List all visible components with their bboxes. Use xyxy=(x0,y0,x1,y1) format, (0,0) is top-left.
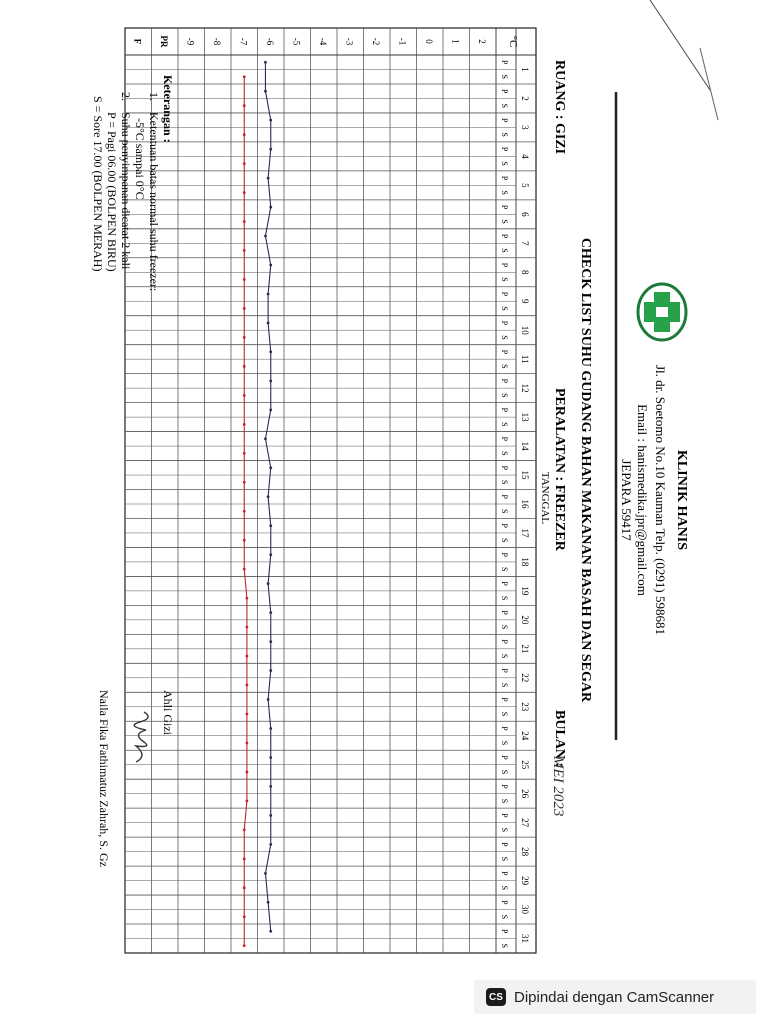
data-point-s xyxy=(243,336,246,339)
data-point-p xyxy=(269,379,272,382)
data-point-p xyxy=(269,814,272,817)
day-number: 14 xyxy=(520,441,530,451)
day-number: 19 xyxy=(520,586,530,596)
shift-label: P xyxy=(500,88,509,94)
data-point-p xyxy=(269,640,272,643)
clinic-city: JEPARA 59417 xyxy=(619,459,634,541)
temp-row-label: -9 xyxy=(185,37,196,46)
day-number: 29 xyxy=(520,876,530,886)
data-point-s xyxy=(246,655,249,658)
shift-label: S xyxy=(500,480,509,485)
day-number: 17 xyxy=(520,528,530,538)
shift-label: P xyxy=(500,929,509,934)
temperature-grid xyxy=(125,28,536,953)
temp-row-label: -3 xyxy=(344,37,355,46)
day-number: 2 xyxy=(520,96,530,101)
shift-label: S xyxy=(500,364,509,369)
data-point-s xyxy=(243,423,246,426)
shift-label: P xyxy=(500,407,509,413)
shift-label: P xyxy=(500,175,509,181)
temp-row-label: -2 xyxy=(370,37,381,46)
shift-label: S xyxy=(500,190,509,195)
data-point-p xyxy=(269,119,272,122)
shift-label: P xyxy=(500,204,509,210)
data-point-p xyxy=(269,351,272,354)
bulan-label: BULAN : xyxy=(552,710,567,768)
shift-label: S xyxy=(500,422,509,427)
notes-item1: Ketentuan batas normal suhu freezer: xyxy=(147,112,161,292)
data-point-s xyxy=(246,597,249,600)
data-point-s xyxy=(243,220,246,223)
data-point-p xyxy=(264,872,267,875)
signature-scribble xyxy=(134,712,148,762)
shift-label: S xyxy=(500,335,509,340)
shift-label: S xyxy=(500,248,509,253)
shift-label: P xyxy=(500,639,509,644)
data-point-s xyxy=(243,481,246,484)
shift-label: P xyxy=(500,146,509,152)
temp-row-label: -7 xyxy=(238,37,249,46)
day-number: 18 xyxy=(520,557,530,567)
shift-label: P xyxy=(500,784,509,789)
day-number: 20 xyxy=(520,615,530,625)
camscanner-logo-icon: CS xyxy=(486,988,506,1006)
data-point-p xyxy=(269,756,272,759)
day-number: 16 xyxy=(520,499,530,509)
notes-item1-num: 1. xyxy=(147,92,161,101)
data-point-p xyxy=(269,843,272,846)
ruang-label: RUANG : GIZI xyxy=(552,60,567,155)
day-number: 31 xyxy=(520,934,530,944)
data-point-s xyxy=(243,365,246,368)
shift-label: P xyxy=(500,552,509,557)
signature-role: Ahli Gizi xyxy=(161,690,175,735)
shift-label: P xyxy=(500,871,509,876)
shift-label: P xyxy=(500,523,509,528)
notes-heading: Keterangan : xyxy=(161,75,175,143)
day-number: 10 xyxy=(520,325,530,335)
shift-label: P xyxy=(500,291,509,297)
day-number: 24 xyxy=(520,731,530,741)
shift-label: S xyxy=(500,624,509,630)
data-point-p xyxy=(269,264,272,267)
temp-row-label: F xyxy=(132,38,143,45)
shift-label: P xyxy=(500,813,509,818)
shift-label: P xyxy=(500,233,509,239)
camscanner-banner xyxy=(474,980,756,1014)
shift-label: S xyxy=(500,827,509,833)
temp-row-label: 2 xyxy=(476,39,487,44)
shift-label: S xyxy=(500,566,509,572)
data-point-p xyxy=(269,524,272,527)
data-point-s xyxy=(243,944,246,947)
signature-name: Naila Fika Fathimatuz Zahrah, S. Gz xyxy=(97,690,111,867)
shift-label: S xyxy=(500,537,509,543)
data-point-p xyxy=(269,148,272,151)
data-point-s xyxy=(243,191,246,194)
data-point-s xyxy=(243,886,246,889)
form-title: CHECK LIST SUHU GUDANG BAHAN MAKANAN BASAH DAN SEGAR xyxy=(578,237,593,703)
shift-label: S xyxy=(500,914,509,920)
data-point-p xyxy=(269,408,272,411)
shift-label: S xyxy=(500,219,509,224)
pen-mark xyxy=(650,0,710,90)
notes-item2c: S = Sore 17.00 (BOLPEN MERAH) xyxy=(91,96,105,272)
shift-label: S xyxy=(500,509,509,514)
data-point-s xyxy=(243,452,246,455)
notes-item2: Suhu penyimpanan dicatat 2 kali xyxy=(119,112,133,270)
data-point-p xyxy=(264,235,267,238)
day-number: 1 xyxy=(520,67,530,72)
shift-label: P xyxy=(500,117,509,123)
day-number: 11 xyxy=(520,354,530,364)
day-number: 28 xyxy=(520,847,530,857)
day-number: 7 xyxy=(520,241,530,246)
day-number: 3 xyxy=(520,125,530,130)
bulan-value: MEI 2023 xyxy=(550,756,566,817)
shift-label: S xyxy=(500,161,509,166)
notes-item2b: P = Pagi 06.00 (BOLPEN BIRU) xyxy=(105,112,119,272)
temp-row-label: -4 xyxy=(317,37,328,46)
day-number: 23 xyxy=(520,702,530,712)
day-number: 22 xyxy=(520,673,530,683)
data-point-s xyxy=(246,684,249,687)
data-point-p xyxy=(269,611,272,614)
shift-label: P xyxy=(500,697,509,702)
shift-label: P xyxy=(500,494,509,499)
day-number: 8 xyxy=(520,270,530,275)
shift-label: S xyxy=(500,653,509,659)
clinic-email: Email : hanismedika.jpr@gmail.com xyxy=(635,404,650,596)
shift-label: P xyxy=(500,581,509,586)
day-number: 30 xyxy=(520,905,530,915)
day-number: 15 xyxy=(520,470,530,480)
data-point-s xyxy=(243,510,246,513)
temp-row-label: -5 xyxy=(291,37,302,46)
data-point-s xyxy=(243,75,246,78)
day-number: 6 xyxy=(520,212,530,217)
data-point-s xyxy=(243,394,246,397)
shift-label: S xyxy=(500,451,509,456)
shift-label: S xyxy=(500,740,509,746)
camscanner-label: Dipindai dengan CamScanner xyxy=(514,988,715,1006)
shift-label: P xyxy=(500,900,509,905)
shift-label: P xyxy=(500,726,509,731)
day-number: 21 xyxy=(520,644,530,654)
shift-label: P xyxy=(500,842,509,847)
shift-label: P xyxy=(500,262,509,268)
day-number: 12 xyxy=(520,383,530,393)
data-point-p xyxy=(269,206,272,209)
temp-row-label: 1 xyxy=(450,39,461,44)
day-number: 26 xyxy=(520,789,530,799)
shift-label: S xyxy=(500,798,509,804)
notes-item2-num: 2. xyxy=(119,92,133,101)
data-point-s xyxy=(246,800,249,803)
shift-label: P xyxy=(500,349,509,355)
data-point-p xyxy=(267,177,270,180)
pen-mark xyxy=(700,48,718,120)
shift-label: P xyxy=(500,378,509,384)
data-point-p xyxy=(269,466,272,469)
data-point-s xyxy=(243,278,246,281)
temp-row-label: -6 xyxy=(264,37,275,46)
day-number: 9 xyxy=(520,298,530,304)
data-point-s xyxy=(243,307,246,310)
data-point-s xyxy=(243,828,246,831)
shift-label: S xyxy=(500,74,509,79)
data-point-p xyxy=(267,322,270,325)
data-point-p xyxy=(269,669,272,672)
shift-label: S xyxy=(500,885,509,891)
data-point-s xyxy=(243,162,246,165)
shift-label: P xyxy=(500,436,509,442)
grid-border xyxy=(125,28,536,953)
temp-row-label: PR xyxy=(158,35,169,48)
data-point-p xyxy=(264,437,267,440)
grid-labels xyxy=(132,36,530,948)
shift-label: P xyxy=(500,465,509,471)
shift-label: S xyxy=(500,856,509,862)
data-point-p xyxy=(269,727,272,730)
shift-label: S xyxy=(500,769,509,775)
data-point-s xyxy=(246,626,249,629)
data-point-s xyxy=(246,713,249,716)
data-point-s xyxy=(243,133,246,136)
day-number: 27 xyxy=(520,818,530,828)
shift-label: P xyxy=(500,755,509,760)
day-number: 25 xyxy=(520,760,530,770)
shift-label: S xyxy=(500,277,509,282)
data-point-s xyxy=(243,568,246,571)
peralatan-label: PERALATAN : FREEZER xyxy=(552,388,567,551)
data-point-p xyxy=(269,785,272,788)
shift-label: P xyxy=(500,320,509,326)
clinic-name: KLINIK HANIS xyxy=(674,450,689,550)
temp-row-label: 0 xyxy=(423,39,434,44)
temp-row-label: -8 xyxy=(211,37,222,46)
data-point-p xyxy=(269,930,272,933)
tanggal-label: TANGGAL xyxy=(539,471,551,525)
shift-label: S xyxy=(500,682,509,688)
shift-label: S xyxy=(500,595,509,601)
data-point-s xyxy=(246,742,249,745)
data-point-p xyxy=(267,698,270,701)
data-point-s xyxy=(243,104,246,107)
shift-label: S xyxy=(500,132,509,137)
day-number: 13 xyxy=(520,412,530,422)
clinic-logo xyxy=(638,284,686,340)
data-point-s xyxy=(243,539,246,542)
shift-label: S xyxy=(500,711,509,717)
data-point-p xyxy=(264,61,267,64)
data-point-s xyxy=(246,771,249,774)
clinic-address: Jl. dr. Soetomo No.10 Kauman Telp. (0291) 598681 xyxy=(653,364,668,636)
data-point-p xyxy=(267,901,270,904)
data-point-p xyxy=(267,293,270,296)
day-number: 5 xyxy=(520,183,530,188)
shift-label: P xyxy=(500,60,509,65)
data-point-s xyxy=(243,249,246,252)
shift-label: S xyxy=(500,103,509,108)
notes-item1b: -5°C sampai 0°C xyxy=(133,118,147,200)
shift-label: S xyxy=(500,393,509,398)
shift-label: S xyxy=(500,943,509,948)
temp-row-label: -1 xyxy=(397,37,408,46)
data-point-s xyxy=(243,915,246,918)
shift-label: S xyxy=(500,306,509,311)
data-point-p xyxy=(264,90,267,93)
data-point-p xyxy=(267,495,270,498)
data-point-p xyxy=(269,553,272,556)
data-point-p xyxy=(267,582,270,585)
shift-label: P xyxy=(500,610,509,615)
shift-label: P xyxy=(500,668,509,673)
degree-label: °C xyxy=(507,35,519,48)
day-number: 4 xyxy=(520,154,530,159)
data-point-s xyxy=(243,857,246,860)
